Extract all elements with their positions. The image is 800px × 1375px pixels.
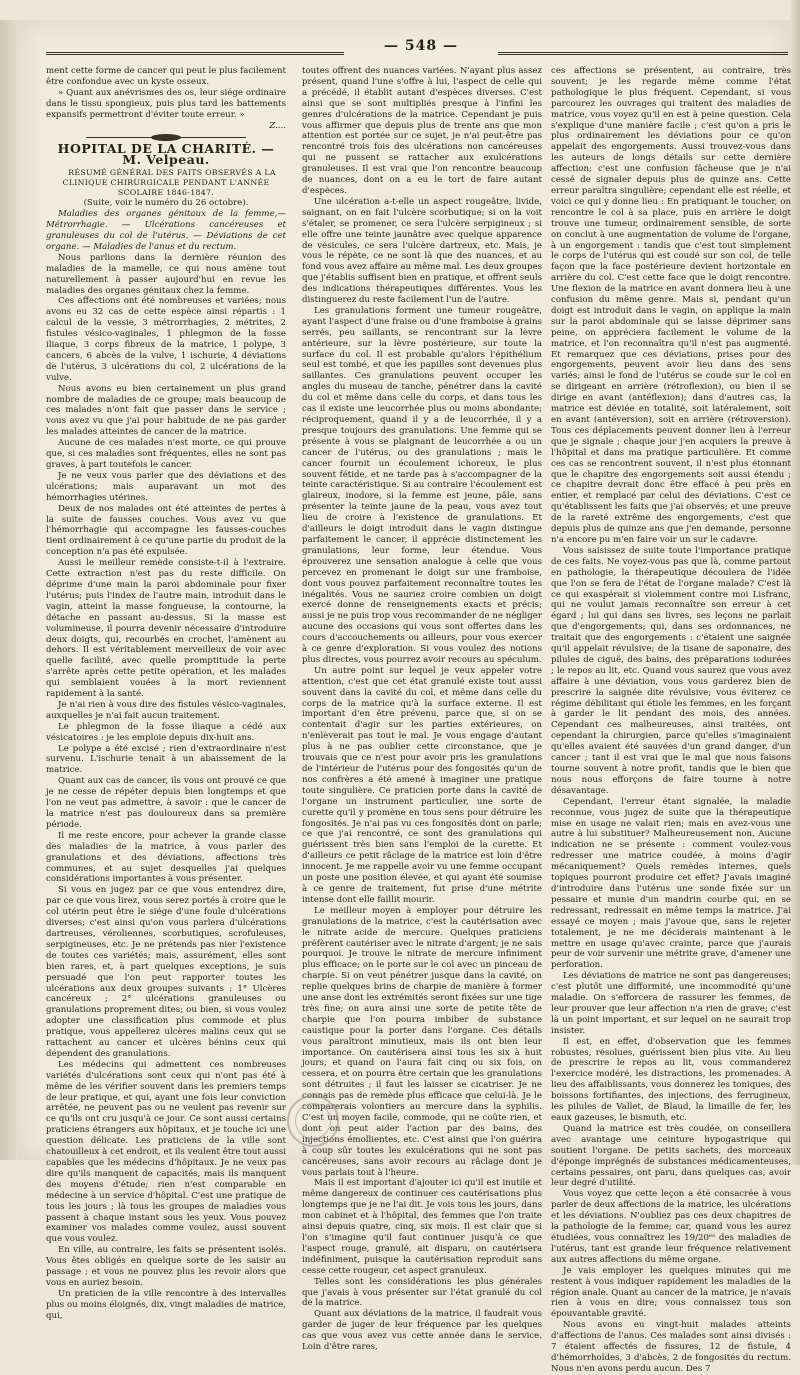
- column-3: [551, 66, 791, 1374]
- paragraph: Le phlegmon de la fosse iliaque a cédé aux vésicatoires : je les emploie depuis dix-huit ans.: [46, 721, 286, 743]
- column-2: [302, 66, 542, 1353]
- paragraph: Quant aux cas de cancer, ils vous ont prouvé ce que je ne cesse de répéter depuis bien longtemps et que l'on ne veut pas admettre, à savoir : que le cancer de la matrice n'est pas douloureux dans sa première période.: [46, 776, 286, 830]
- paragraph: Une ulcération a-t-elle un aspect rougeâtre, livide, saignant, on en fait l'ulcère scorbutique; si on la voit s'étaler, se promener, ce sera l'ulcère serpigineux ; si elle offre une teinte jaunâtre avec quelque apparence de vésicules, ce sera l'ulcère dartreux, etc. Mais, je vous le répète, ce ne sont là que des nuances, et au fond vous avez affaire au même mal. Les deux groupes que j'établis suffisent bien en pratique, et offrent seuls des indications thérapeutiques différentes. Vous les distinguerez du reste facilement l'un de l'autre.: [302, 196, 542, 306]
- paragraph: Telles sont les considérations les plus générales que j'avais à vous présenter sur l'état granulé du col de la matrice.: [302, 1276, 542, 1309]
- paragraph: Il est, en effet, d'observation que les femmes robustes, résolues, guérissent bien plus vite. Au lieu de prescrire le repos au lit, vous commanderez l'exercice modéré, les distractions, les promenades. A lieu des affaiblissants, vous donnerez les toniques, des boissons fortifiantes, des injections, des ferrugineux, les pilules de Vallet, de Blaud, la limaille de fer, les eaux gazeuses, le bismuth, etc.: [551, 1036, 791, 1123]
- paragraph: Les déviations de matrice ne sont pas dangereuses; c'est plutôt une difformité, une incommodité qu'une maladie. On s'efforcera de rassurer les femmes, de leur prouver que leur affection n'a rien de grave; c'est là un point important, et sur lequel on ne saurait trop insister.: [551, 971, 791, 1036]
- paragraph: Mais il est important d'ajouter ici qu'il est inutile et même dangereux de continuer ces cautérisations plus longtemps que je ne l'ai dit. Je vois tous les jours, dans mon cabinet et à l'hôpital, des femmes que l'on traite ainsi depuis quatre, cinq, six mois. Il est clair que si l'on s'imagine qu'il faut continuer jusqu'à ce que l'aspect rouge, granulé, ait disparu, on cautérisera indéfiniment, puisque la cautérisation reproduit sans cesse cette rougeur, cet aspect granuleux.: [302, 1178, 542, 1276]
- paragraph: Quand la matrice est très coudée, on conseillera avec avantage une ceinture hypogastrique qui soutient l'organe. De petits sachets, des morceaux d'éponge imprégnés de substances médicamenteuses, certains pessaires, ont paru, dans quelques cas, avoir leur degré d'utilité.: [551, 1123, 791, 1189]
- header-rule-right: [498, 52, 788, 55]
- paragraph: En ville, au contraire, les faits se présentent isolés. Vous êtes obligés en quelque sorte de les saisir au passage ; et vous ne pouvez plus les revoir alors que vous en auriez besoin.: [46, 1245, 286, 1288]
- paragraph: Les médecins qui admettent ces nombreuses variétés d'ulcérations sont ceux qui n'ont pas été à même de les vérifier souvent dans les premiers temps de leur pratique, et qui, ayant une fois leur conviction arrêtée, ne peuvent pas ou ne veulent pas revenir sur ce qu'ils ont cru jusqu'à ce jour. Ce sont aussi certains praticiens étrangers aux hôpitaux, et je touche ici une question délicate. Les praticiens de la ville sont chatouilleux à cet endroit, et ils veulent être tout aussi capables que les médecins d'hôpitaux. Je ne veux pas dire qu'ils manquent de capacités, mais ils manquent des moyens d'étude; rien n'est comparable en médecine à un service d'hôpital. C'est une pratique de tous les jours ; là tous les groupes de maladies vous passent à chaque instant sous les yeux. Vous pouvez examiner vos malades comme voulez, aussi souvent que vous voulez.: [46, 1059, 286, 1245]
- paragraph: » Quant aux anévrismes des os, leur siége ordinaire dans le tissu spongieux, puis plus tard les battements expansifs permettront d'éviter toute erreur. »: [46, 87, 286, 120]
- paragraph: Un praticien de la ville rencontre à des intervalles plus ou moins éloignés, dix, vingt maladies de matrice, qui,: [46, 1288, 286, 1321]
- paragraph: Nous avons eu vingt-huit malades atteints d'affections de l'anus. Ces malades sont ainsi divisés : 7 étaient affectés de fissures, 12 de fistule, 4 d'hémorrhoïdes, 3 d'abcès, 2 de fongosités du rectum. Nous n'en avons perdu aucun. Des 7: [551, 1320, 791, 1374]
- article-title: HOPITAL DE LA CHARITÉ. — M. Velpeau.: [57, 141, 275, 168]
- topics-summary: [46, 209, 286, 253]
- paragraph: ces affections se présentent, au contraire, très souvent; je les regarde même comme l'état pathologique le plus fréquent. Cependant, si vous parcourez les ouvrages qui traitent des maladies de matrice, vous voyez qu'il en est à peine question. Cela s'explique d'une manière facile ; c'est qu'on a pris le plus ordinairement les déviations pour ce qu'on appelait des engorgements. Aussi trouvez-vous dans les auteurs de longs détails sur cette dernière affection; c'est une confusion fâcheuse que je n'ai cessé de signaler depuis plus de quinze ans. Cette erreur paraîtra singulière; cependant elle est réelle, et voici ce qui y donne lieu : En pratiquant le toucher, on rencontre le col à sa place, puis en arrière le doigt trouve une tumeur, ordinairement sensible, de sorte on conclut à une augmentation de volume de l'organe, à un engorgement : tandis que c'est tout simplement le corps de l'utérus qui est coudé sur son col, de telle façon que la face postérieure devient horizontale en arrière du col. C'est cette face que le doigt rencontre. Une flexion de la matrice en avant donnera lieu à une confusion du même genre. Mais si, pendant qu'un doigt est introduit dans le vagin, on applique la main sur la paroi abdominale qui se laisse déprimer sans peine, on appréciera facilement le volume de la matrice, et l'on reconnaîtra qu'il n'est pas augmenté. Et remarquez que ces déviations, prises pour des engorgements, peuvent avoir lieu dans des sens variés; ainsi le fond de l'utérus se coude sur le col en se dirigeant en arrière (rétroflexion), ou bien il se dirige en avant (antéflexion); dans d'autres cas, la matrice est déviée en totalité, soit latéralement, soit en avant (antéversion), soit en arrière (rétroversion). Tous ces déplacements peuvent donner lieu à l'erreur que je signale ; chaque jour j'en acquiers la preuve à l'hôpital et dans ma pratique particulière. Et comme ces cas se rencontrent souvent, il n'est plus étonnant que le chapitre des engorgements soit aussi étendu ; ce chapitre devrait donc être effacé à peu près en entier, et remplacé par celui des déviations. C'est ce qu'établissent les faits que j'ai observés; et une preuve de la rareté extrême des engorgements, c'est que depuis plus de quinze ans que j'en demande, personne n'a encore pu m'en faire voir un sur le cadavre.: [551, 66, 791, 545]
- paragraph: Aucune de ces malades n'est morte, ce qui prouve que, si ces maladies sont fréquentes, elles ne sont pas graves, à part toutefois le cancer.: [46, 438, 286, 470]
- paragraph: toutes offrent des nuances variées. N'ayant plus assez présent, quand l'une s'offre à lui, l'aspect de celle qui a précédé, il établit autant d'espèces diverses. C'est ainsi que se sont multipliés presque à l'infini les genres d'ulcérations de la matrice. Cependant je puis vous affirmer que depuis plus de trente ans que mon attention est portée sur ce sujet, je n'ai peut-être pas rencontré trois fois des ulcérations non cancéreuses qui ne pussent se rattacher aux exulcérations granuleuses. Il est vrai que l'on rencontre beaucoup de nuances, dont on a eu le tort de faire autant d'espèces.: [302, 66, 542, 196]
- paragraph: Ces affections ont été nombreuses et variées; nous avons eu 32 cas de cette espèce ainsi répartis : 1 calcul de la vessie, 3 métrorrhagies, 2 métrites, 2 fistules vésico-vaginales, 1 phlegmon de la fosse iliaque, 3 corps fibreux de la matrice, 1 polype, 3 cancers, 6 abcès de la vulve, 1 ischurie, 4 déviations de l'utérus, 3 ulcérations du col, 2 ulcérations de la vulve.: [46, 296, 286, 383]
- author-signature: Z....: [269, 120, 286, 131]
- paragraph: Un autre point sur lequel je veux appeler votre attention, c'est que cet état granulé existe tout aussi souvent dans la cavité du col, et même dans celle du corps de la matrice qu'à la surface externe. Il est important d'en être prévenu, parce que, si on se contentait d'agir sur les parties extérieures, on n'enlèverait pas tout le mal. Je vous engage d'autant plus à ne pas oublier cette circonstance, que je trouvais que ce n'est pour avoir pris les granulations de l'intérieur de l'utérus pour des fongosités qu'un de nos confrères a été amené à imaginer une pratique toute singulière. Ce praticien porte dans la cavité de l'organe un instrument particulier, une sorte de curette qu'il y promène en tous sens pour détruire les fongosités. Je n'ai pas vu ces fongosités dont on parle; ce que j'ai rencontré, ce sont des granulations qui guérissent très bien sans l'emploi de la curette. Et d'ailleurs ce petit râclage de la matrice est loin d'être innocent. Je me rappelle avoir vu une femme occupant un poste une position élevée, et qui ayant été soumise à ce genre de traitement, fut prise d'une métrite intense dont elle faillit mourir.: [302, 665, 542, 905]
- ornament-divider: [46, 134, 286, 141]
- paragraph: Vous voyez que cette leçon a été consacrée à vous parler de deux affections de la matrice, les ulcérations et les déviations. N'oubliez pas ces deux chapitres de la pathologie de la femme; car, quand vous les aurez étudiées, vous connaîtrez les 19/20ᵉˢ des maladies de l'utérus, tant est grande leur fréquence relativement aux autres affections du même organe.: [551, 1189, 791, 1265]
- paragraph: Quant aux déviations de la matrice, il faudrait vous garder de juger de leur fréquence par les quelques cas que vous avez vus cette année dans le service. Loin d'être rares,: [302, 1309, 542, 1353]
- paragraph: Il me reste encore, pour achever la grande classe des maladies de la matrice, à vous parler des granulations et des déviations, affections très communes, et au sujet desquelles j'ai quelques considérations importantes à vous présenter.: [46, 830, 286, 885]
- paragraph: Le polype a été excisé ; rien d'extraordinaire n'est survenu. L'ischurie tenait à un abaissement de la matrice.: [46, 743, 286, 776]
- paragraph: Si vous en jugez par ce que vous entendrez dire, par ce que vous lirez, vous serez portés à croire que le col utérin peut être le siége d'une foule d'ulcérations diverses; c'est ainsi qu'on vous parlera d'ulcérations dartreuses, véroliennes, scorbutiques, scrofuleuses, serpigineuses, etc. Je ne prétends pas nier l'existence de toutes ces variétés; mais, assurément, elles sont bien rares, et, à part quelques exceptions, je suis persuadé que l'on peut rapporter toutes les ulcérations aux deux groupes suivants : 1° Ulcères cancéreux ; 2° ulcérations granuleuses ou granulations proprement dites; ou bien, si vous voulez adopter une classification plus commode et plus pratique, vous appellerez ulcères malins ceux qui se rattachent au cancer et ulcères bénins ceux qui dépendent des granulations.: [46, 885, 286, 1059]
- binding-shadow: [0, 20, 20, 1160]
- paragraph: Deux de nos malades ont été atteintes de pertes à la suite de fausses couches. Vous avez vu que l'hémorrhagie qui accompagne les fausses-couches tient ordinairement à ce qu'une partie du produit de la conception n'a pas été expulsée.: [46, 503, 286, 558]
- paragraph: Je ne veux vous parler que des déviations et des ulcérations; mais auparavant un mot des hémorrhagies utérines.: [46, 470, 286, 503]
- library-stamp: [287, 1095, 339, 1147]
- page-edge-shadow: [790, 0, 800, 1165]
- column-1: [46, 66, 286, 1321]
- paragraph: Je vais employer les quelques minutes qui me restent à vous indiquer rapidement les maladies de la région anale. Quant au cancer de la matrice, je n'avais rien à vous en dire; vous connaissez tous son épouvantable gravité.: [551, 1265, 791, 1320]
- page-number: — 548 —: [384, 38, 458, 54]
- paragraph: Je n'ai rien à vous dire des fistules vésico-vaginales, auxquelles je n'ai fait aucun traitement.: [46, 699, 286, 721]
- header-rule-left: [46, 52, 344, 55]
- paragraph: Le meilleur moyen à employer pour détruire les granulations de la matrice, c'est la cautérisation avec le nitrate acide de mercure. Quelques praticiens préfèrent cautériser avec le nitrate d'argent; je ne sais pourquoi. Je trouve le nitrate de mercure infiniment plus efficace; on le porte sur le col avec un pinceau de charpie. Si on veut pénétrer jusque dans la cavité, on replie quelques brins de charpie de manière à former une anse dont les extrémités seront fixées sur une tige très fine; on aura ainsi une sorte de petite tête de charpie que l'on pourra imbiber de substance caustique pour la porter dans l'organe. Ces détails vous paraîtront minutieux, mais ils ont bien leur importance. On cautérisera ainsi tous les six à huit jours, et quand on l'aura fait cinq ou six fois, on cessera, et on pourra être certain que les granulations sont détruites ; il faut les laisser se cicatriser. Je ne connais pas de remède plus efficace que celui-là. Je le comparerais volontiers au mercure dans la syphilis. C'est un moyen facile, commode, qui ne coûte rien, et dont on peut aider l'action par des bains, des injections émollientes, etc. C'est ainsi que l'on guérira à coup sûr toutes les exulcérations qui ne sont pas cancéreuses, sans avoir recours au râclage dont je vous parlais tout à l'heure.: [302, 905, 542, 1178]
- paragraph: Aussi le meilleur remède consiste-t-il à l'extraire. Cette extraction n'est pas du reste difficile. On déprime d'une main la paroi abdominale pour fixer l'utérus; puis l'index de l'autre main, introduit dans le vagin, atteint la masse fongueuse, la contourne, la détache en passant au-dessus. Si la masse est volumineuse, il pourra devenir nécessaire d'introduire deux doigts, qui, recourbés en crochet, l'amènent au dehors. Il est véritablement merveilleux de voir avec quelle facilité, avec quelle promptitude la perte s'arrête après cette petite opération, et les malades qui semblaient vouées à la mort reviennent rapidement à la santé.: [46, 558, 286, 700]
- article-subtitle: RÉSUMÉ GÉNÉRAL DES FAITS OBSERVÉS A LA CLINIQUE CHIRURGICALE PENDANT L'ANNÉE SCOLAIRE 1846-1847.: [62, 168, 276, 198]
- paragraph: Nous parlions dans la dernière réunion des maladies de la mamelle, ce qui nous amène tout naturellement à passer aujourd'hui en revue les maladies des organes génitaux chez la femme.: [46, 252, 286, 296]
- paragraph: Cependant, l'erreur étant signalée, la maladie reconnue, vous jugez de suite que la thérapeutique mise en usage ne valait rien; mais en avez-vous une autre à lui substituer? Malheureusement non. Aucune indication ne se présente : comment voulez-vous redresser une matrice coudée, à moins d'agir mécaniquement? Quels remèdes internes, quels topiques pourront produire cet effet? J'avais imaginé d'introduire dans l'utérus une sonde fixée sur un pessaire et munie d'un mandrin courbe qui, en se redressant, redressait en même temps la matrice. J'ai essayé ce moyen ; mais j'avoue que, sans le rejeter totalement, je ne me déciderais maintenant à le mettre en usage qu'avec crainte, parce que j'aurais peur de voir survenir une métrite grave, d'amener une perforation.: [551, 796, 791, 971]
- paragraph: ment cette forme de cancer qui peut le plus facilement être confondue avec un kyste osseux.: [46, 66, 286, 87]
- page-header: [46, 38, 788, 60]
- paragraph: Nous avons eu bien certainement un plus grand nombre de maladies de ce groupe; mais beaucoup de ces malades n'ont fait que passer dans le service ; vous avez vu que j'ai pour habitude de ne pas garder les malades atteintes de cancer de la matrice.: [46, 383, 286, 438]
- topics-text: Maladies des organes génitaux de la femme,— Métrorrhagie. — Ulcérations cancéreuses et granuleuses du col de l'utérus. — Déviations de cet organe. — Maladies de l'anus et du rectum.: [46, 209, 286, 252]
- paragraph: Vous saisissez de suite toute l'importance pratique de ces faits. Ne voyez-vous pas que là, comme partout en pathologie, la thérapeutique découlera de l'idée que l'on se fera de l'état de l'organe malade? C'est là ce qui exaspérait si violemment contre moi Lisfranc, qui ne voulut jamais reconnaître son erreur à cet égard ; lui qui dans ses livres, ses leçons ne parlait que d'engorgements; qui, dans ses ordonnances, ne traitait que des engorgements : c'étaient une saignée qu'il appelait révulsive; de la tisane de saponaire, des pilules de ciguë, des bains, des préparations iodurées ; le repos au lit, etc. Quand vous saurez que vous avez affaire à une déviation, vous vous garderez bien de prescrire la saignée dite révulsive; vous éviterez ce régime débilitant qui étiole les femmes, en les forçant à garder le lit pendant des mois, des années. Cependant ces malheureuses, ainsi traitées, ont cependant la chirurgien, parce qu'elles s'imaginaient qu'elles avaient été sauvées d'un grand danger, d'un cancer ; tant il est vrai que le mal que nous faisons tourne souvent à notre profit, tandis que le bien que nous nous efforçons de faire tourne à notre désavantage.: [551, 545, 791, 796]
- continued-note: (Suite, voir le numéro du 26 octobre).: [83, 198, 249, 209]
- paragraph: Les granulations forment une tumeur rougeâtre, ayant l'aspect d'une fraise ou d'une framboise à grains serrés, peu saillants, se rencontrant sur la lèvre antérieure, sur la lèvre postérieure, sur toute la surface du col. Il est probable qu'alors l'épithélium seul est tombé, et que les papilles sont devenues plus saillantes. Ces granulations peuvent occuper les angles du museau de tanche, pénétrer dans la cavité du col et même dans celle du corps, et dans tous les cas il existe une leucorrhée plus ou moins abondante; réciproquement, quand il y a de leucorrhée, il y a presque toujours des granulations. Une femme qui se présente à vous se plaignant de leucorrhée a ou un cancer de l'utérus, ou des granulations ; mais le cancer fournit un écoulement ichoreux, le plus souvent fétide, et ne tarde pas à s'accompagner de la teinte caractéristique. Si au contraire l'écoulement est glaireux, inodore, si la femme est jeune, pâle, sans présenter la teinte jaune de la peau, vous avez tout lieu de croire à l'existence de granulations. Et d'ailleurs le doigt introduit dans le vagin distingue parfaitement le cancer, il apprécie distinctement les granulations, leur forme, leur étendue. Vous éprouverez une sensation analogue à celle que vous percevez en promenant le doigt sur une framboise, dont vous pouvez parfaitement reconnaître toutes les inégalités. Vous ne sauriez croire combien un doigt exercé donne de renseignements exacts et précis; aussi je ne puis trop vous recommander de ne négliger aucune des occasions qui vous sont offertes dans les cours d'accouchements ou ailleurs, pour vous exercer à ce genre d'exploration. Si vous voulez des notions plus directes, vous pourrez avoir recours au spéculum.: [302, 305, 542, 665]
